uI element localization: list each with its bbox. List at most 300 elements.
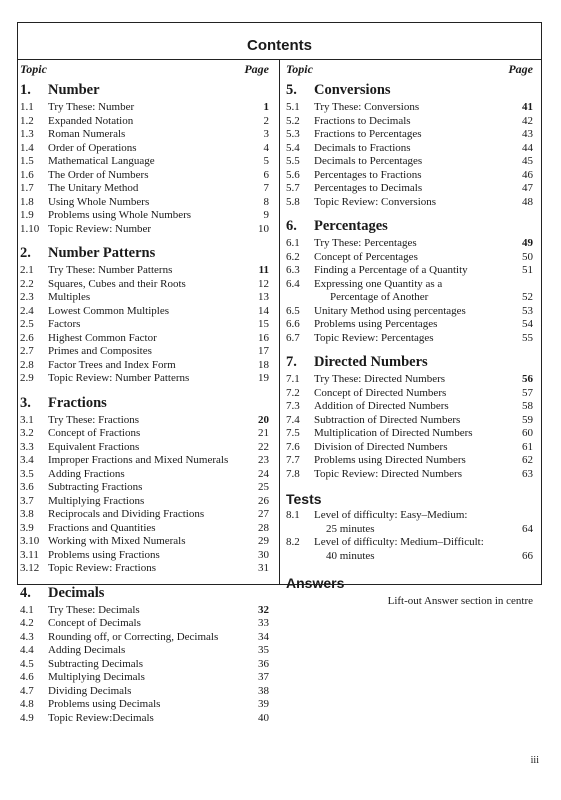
toc-entry (20, 264, 269, 278)
entry-title: Percentages to Fractions (314, 168, 422, 181)
toc-entry (286, 400, 533, 414)
entry-page: 54 (522, 318, 533, 330)
entry-number: 3.6 (20, 481, 34, 493)
entry-page: 19 (258, 372, 269, 384)
toc-entry (20, 223, 269, 237)
section-heading (20, 585, 269, 604)
answers-note (286, 595, 533, 609)
entry-title: Problems using Percentages (314, 318, 438, 330)
entry-number: 3.12 (20, 562, 40, 574)
entry-page: 10 (258, 222, 269, 235)
entry-page: 41 (522, 101, 533, 113)
entry-page: 23 (258, 454, 269, 466)
entry-number: 2.6 (20, 331, 34, 344)
entry-number: 1.8 (20, 195, 34, 208)
entry-number: 7.5 (286, 427, 300, 439)
column-divider (279, 60, 280, 585)
entry-page: 51 (522, 264, 533, 276)
entry-title: Reciprocals and Dividing Fractions (48, 508, 205, 520)
entry-title: Problems using Directed Numbers (314, 454, 466, 466)
toc-entry (20, 658, 269, 672)
section-number: 4. (20, 584, 31, 601)
entry-title: Fractions to Percentages (314, 128, 422, 140)
toc-entry (286, 550, 533, 564)
entry-number: 3.10 (20, 535, 40, 547)
entry-page: 6 (263, 168, 269, 181)
entry-title: Concept of Decimals (48, 617, 141, 629)
section-heading (286, 354, 533, 373)
entry-page: 39 (258, 698, 269, 710)
entry-page: 35 (258, 644, 269, 656)
entry-page: 21 (258, 427, 269, 439)
section-heading (20, 395, 269, 414)
entry-number: 8.1 (286, 509, 300, 521)
toc-entry (20, 685, 269, 699)
entry-page: 18 (258, 358, 269, 371)
right-column (286, 62, 533, 609)
toc-entry (20, 359, 269, 373)
section-number: 1. (20, 82, 31, 98)
entry-page: 61 (522, 440, 533, 453)
toc-entry (20, 169, 269, 183)
entry-title: Finding a Percentage of a Quantity (314, 264, 468, 276)
toc-entry (20, 332, 269, 346)
section-number: 2. (20, 245, 31, 261)
toc-entry (20, 549, 269, 563)
toc-entry (20, 278, 269, 292)
entry-page: 26 (258, 494, 269, 507)
entry-page: 11 (258, 264, 269, 276)
entry-number: 4.6 (20, 671, 34, 683)
entry-page: 46 (522, 168, 533, 181)
entry-title: Percentage of Another (330, 291, 429, 303)
entry-page: 62 (522, 454, 533, 466)
toc-entry (286, 101, 533, 115)
entry-page: 13 (258, 291, 269, 303)
toc-entry (286, 305, 533, 319)
entry-number: 5.4 (286, 141, 300, 154)
entry-page: 20 (258, 413, 269, 426)
entry-number: 4.4 (20, 644, 34, 656)
entry-page: 34 (258, 630, 269, 643)
entry-page: 53 (522, 304, 533, 317)
entry-page: 16 (258, 331, 269, 344)
toc-entry (20, 535, 269, 549)
entry-page: 37 (258, 671, 269, 683)
section-heading (286, 82, 533, 101)
right-header (286, 62, 533, 78)
answers-text: Lift-out Answer section in centre (387, 595, 533, 607)
entry-title: Factors (48, 318, 81, 330)
entry-title: Multiplying Decimals (48, 671, 145, 683)
entry-number: 5.2 (286, 114, 300, 127)
toc-entry (20, 128, 269, 142)
entry-title: Try These: Number (48, 101, 135, 113)
toc-entry (286, 509, 533, 523)
entry-title: Topic Review:Decimals (48, 711, 154, 724)
entry-number: 3.3 (20, 440, 34, 453)
entry-page: 17 (258, 345, 269, 357)
entry-title: Topic Review: Fractions (48, 562, 156, 574)
entry-page: 9 (263, 209, 269, 221)
entry-number: 5.5 (286, 155, 300, 167)
entry-title: Try These: Conversions (314, 101, 420, 113)
entry-number: 4.9 (20, 711, 34, 724)
toc-entry (20, 698, 269, 712)
entry-page: 24 (258, 467, 269, 480)
toc-entry (20, 318, 269, 332)
entry-page: 4 (263, 141, 269, 154)
entry-title: Multiplication of Directed Numbers (314, 427, 473, 439)
entry-number: 6.1 (286, 237, 300, 249)
entry-title: Division of Directed Numbers (314, 440, 448, 453)
entry-number: 2.1 (20, 264, 34, 276)
page-title: Contents (247, 37, 312, 54)
toc-entry (20, 604, 269, 618)
entry-page: 45 (522, 155, 533, 167)
entry-number: 1.10 (20, 222, 40, 235)
entry-title: Problems using Fractions (48, 548, 160, 561)
entry-title: Topic Review: Directed Numbers (314, 467, 462, 480)
toc-entry (286, 318, 533, 332)
toc-entry (286, 468, 533, 482)
entry-title: Problems using Decimals (48, 698, 161, 710)
entry-number: 3.8 (20, 508, 34, 520)
entry-number: 5.1 (286, 101, 300, 113)
entry-page: 63 (522, 467, 533, 480)
section-name: Decimals (48, 584, 105, 601)
toc-entry (20, 481, 269, 495)
topic-heading: Topic (286, 62, 313, 76)
section-heading (20, 82, 269, 101)
entry-page: 40 (258, 711, 269, 724)
entry-title: Squares, Cubes and their Roots (48, 277, 186, 290)
entry-number: 4.3 (20, 630, 34, 643)
entry-page: 52 (522, 291, 533, 303)
entry-number: 7.7 (286, 454, 300, 466)
entry-title: Try These: Fractions (48, 413, 140, 426)
entry-number: 3.7 (20, 494, 34, 507)
entry-title: Adding Fractions (48, 467, 125, 480)
entry-page: 8 (263, 195, 269, 208)
section-name: Fractions (48, 394, 107, 411)
entry-title: Try These: Number Patterns (48, 264, 173, 276)
entry-title: Multiplying Fractions (48, 494, 145, 507)
entry-page: 49 (522, 237, 533, 249)
entry-title: Decimals to Percentages (314, 155, 423, 167)
entry-title: 40 minutes (326, 549, 375, 562)
toc-entry (20, 101, 269, 115)
entry-title: The Order of Numbers (48, 168, 149, 181)
entry-page: 48 (522, 195, 533, 208)
toc-entry (286, 142, 533, 156)
entry-number: 7.8 (286, 467, 300, 480)
entry-title: Subtraction of Directed Numbers (314, 413, 461, 426)
entry-page: 58 (522, 400, 533, 412)
entry-number: 3.9 (20, 521, 34, 534)
entry-title: Try These: Percentages (314, 237, 417, 249)
entry-number: 6.3 (286, 264, 300, 276)
entry-number: 6.2 (286, 250, 300, 263)
entry-number: 5.7 (286, 182, 300, 194)
entry-number: 4.7 (20, 684, 34, 697)
entry-number: 1.7 (20, 182, 34, 194)
toc-entry (286, 128, 533, 142)
toc-entry (20, 142, 269, 156)
left-header (20, 62, 269, 78)
left-column (20, 62, 269, 725)
toc-entry (20, 454, 269, 468)
entry-title: Topic Review: Conversions (314, 195, 437, 208)
entry-number: 2.2 (20, 277, 34, 290)
toc-entry (286, 155, 533, 169)
entry-page: 27 (258, 508, 269, 520)
entry-number: 1.9 (20, 209, 34, 221)
entry-number: 2.4 (20, 304, 34, 317)
entry-number: 1.3 (20, 128, 34, 140)
entry-number: 6.6 (286, 318, 300, 330)
entry-page: 15 (258, 318, 269, 330)
toc-entry (20, 631, 269, 645)
toc-entry (286, 264, 533, 278)
toc-entry (286, 441, 533, 455)
toc-entry (286, 332, 533, 346)
entry-page: 5 (263, 155, 269, 167)
toc-entry (20, 712, 269, 726)
toc-entry (286, 523, 533, 537)
toc-entry (20, 345, 269, 359)
entry-title: Lowest Common Multiples (48, 304, 169, 317)
entry-page: 42 (522, 114, 533, 127)
entry-page: 14 (258, 304, 269, 317)
page-number: iii (530, 755, 539, 766)
toc-entry (20, 671, 269, 685)
entry-number: 1.1 (20, 101, 34, 113)
toc-entry (20, 115, 269, 129)
entry-title: Subtracting Decimals (48, 657, 144, 670)
entry-title: Level of difficulty: Easy–Medium: (314, 509, 468, 521)
entry-page: 30 (258, 548, 269, 561)
entry-number: 7.4 (286, 413, 300, 426)
section-name: Directed Numbers (314, 354, 428, 370)
toc-entry (20, 508, 269, 522)
toc-entry (286, 387, 533, 401)
entry-title: Factor Trees and Index Form (48, 358, 176, 371)
toc-entry (286, 115, 533, 129)
section-number: 5. (286, 82, 297, 98)
toc-entry (20, 644, 269, 658)
toc-entry (20, 305, 269, 319)
entry-title: Adding Decimals (48, 644, 126, 656)
toc-entry (20, 522, 269, 536)
entry-number: 2.8 (20, 358, 34, 371)
toc-entry (20, 209, 269, 223)
entry-page: 25 (258, 481, 269, 493)
entry-page: 3 (263, 128, 269, 140)
tests-heading: Tests (286, 491, 322, 507)
entry-number: 8.2 (286, 536, 300, 548)
entry-page: 43 (522, 128, 533, 140)
entry-number: 4.8 (20, 698, 34, 710)
entry-page: 56 (522, 373, 533, 385)
section-name: Number Patterns (48, 245, 156, 261)
toc-entry (286, 454, 533, 468)
toc-entry (20, 372, 269, 386)
entry-page: 29 (258, 535, 269, 547)
entry-number: 1.6 (20, 168, 34, 181)
entry-number: 6.5 (286, 304, 300, 317)
entry-title: Expanded Notation (48, 114, 134, 127)
entry-page: 66 (522, 549, 533, 562)
toc-entry (286, 373, 533, 387)
entry-number: 2.5 (20, 318, 34, 330)
entry-number: 6.4 (286, 277, 300, 290)
entry-number: 4.5 (20, 657, 34, 670)
toc-entry (286, 169, 533, 183)
entry-page: 55 (522, 331, 533, 344)
entry-number: 5.6 (286, 168, 300, 181)
entry-number: 4.2 (20, 617, 34, 629)
entry-title: Unitary Method using percentages (314, 304, 466, 317)
section-heading (20, 245, 269, 264)
page-heading: Page (508, 62, 533, 76)
toc-entry (20, 468, 269, 482)
entry-title: Using Whole Numbers (48, 195, 150, 208)
entry-title: Percentages to Decimals (314, 182, 423, 194)
toc-entry (20, 196, 269, 210)
entry-page: 32 (258, 603, 269, 616)
entry-title: Decimals to Fractions (314, 141, 411, 154)
entry-title: Multiples (48, 291, 91, 303)
entry-page: 7 (263, 182, 269, 194)
entry-number: 2.3 (20, 291, 34, 303)
section-name: Percentages (314, 218, 388, 234)
entry-title: Highest Common Factor (48, 331, 157, 344)
entry-page: 50 (522, 250, 533, 263)
section-heading (286, 218, 533, 237)
toc-entry (286, 278, 533, 292)
entry-number: 7.2 (286, 386, 300, 399)
section-name: Number (48, 82, 100, 98)
entry-number: 7.3 (286, 400, 300, 412)
toc-entry (286, 251, 533, 265)
toc-entry (286, 427, 533, 441)
entry-title: Working with Mixed Numerals (48, 535, 186, 547)
entry-title: Roman Numerals (48, 128, 126, 140)
entry-number: 6.7 (286, 331, 300, 344)
entry-number: 5.8 (286, 195, 300, 208)
entry-number: 3.5 (20, 467, 34, 480)
entry-page: 22 (258, 440, 269, 453)
entry-number: 3.1 (20, 413, 34, 426)
entry-title: Problems using Whole Numbers (48, 209, 192, 221)
toc-entry (20, 562, 269, 576)
toc-entry (286, 291, 533, 305)
page-heading: Page (244, 62, 269, 76)
entry-page: 64 (522, 522, 533, 535)
entry-title: Concept of Percentages (314, 250, 418, 263)
entry-page: 2 (263, 114, 269, 127)
entry-title: Equivalent Fractions (48, 440, 140, 453)
toc-entry (286, 237, 533, 251)
entry-number: 2.9 (20, 372, 34, 384)
entry-title: Level of difficulty: Medium–Difficult: (314, 536, 484, 548)
topic-heading: Topic (20, 62, 47, 76)
entry-title: Expressing one Quantity as a (314, 277, 443, 290)
entry-page: 12 (258, 277, 269, 290)
toc-entry (286, 196, 533, 210)
section-name: Conversions (314, 82, 391, 98)
entry-page: 47 (522, 182, 533, 194)
section-number: 7. (286, 354, 297, 370)
entry-title: Try These: Directed Numbers (314, 373, 446, 385)
entry-title: Rounding off, or Correcting, Decimals (48, 630, 219, 643)
toc-entry (286, 182, 533, 196)
toc-entry (20, 495, 269, 509)
entry-title: Addition of Directed Numbers (314, 400, 449, 412)
toc-entry (20, 291, 269, 305)
entry-number: 1.2 (20, 114, 34, 127)
entry-number: 3.11 (20, 548, 39, 561)
toc-entry (286, 536, 533, 550)
entry-title: Dividing Decimals (48, 684, 132, 697)
entry-title: Try These: Decimals (48, 603, 140, 616)
entry-number: 3.4 (20, 454, 34, 466)
toc-entry (20, 441, 269, 455)
toc-entry (20, 414, 269, 428)
entry-title: Topic Review: Number (48, 222, 152, 235)
entry-title: Subtracting Fractions (48, 481, 143, 493)
entry-page: 31 (258, 562, 269, 574)
entry-page: 28 (258, 521, 269, 534)
entry-title: Primes and Composites (48, 345, 152, 357)
entry-title: The Unitary Method (48, 182, 139, 194)
entry-page: 57 (522, 386, 533, 399)
entry-title: Fractions and Quantities (48, 521, 156, 534)
entry-title: Improper Fractions and Mixed Numerals (48, 454, 229, 466)
entry-title: Order of Operations (48, 141, 137, 154)
entry-title: Mathematical Language (48, 155, 155, 167)
entry-page: 44 (522, 141, 533, 154)
answers-heading: Answers (286, 575, 345, 591)
entry-page: 33 (258, 617, 269, 629)
toc-entry (20, 182, 269, 196)
entry-page: 36 (258, 657, 269, 670)
entry-page: 59 (522, 413, 533, 426)
entry-title: Concept of Directed Numbers (314, 386, 447, 399)
toc-entry (20, 155, 269, 169)
entry-title: Topic Review: Percentages (314, 331, 434, 344)
entry-number: 4.1 (20, 603, 34, 616)
toc-entry (20, 617, 269, 631)
entry-title: Topic Review: Number Patterns (48, 372, 190, 384)
entry-page: 60 (522, 427, 533, 439)
entry-title: Concept of Fractions (48, 427, 141, 439)
entry-title: Fractions to Decimals (314, 114, 411, 127)
section-number: 6. (286, 218, 297, 234)
entry-number: 7.6 (286, 440, 300, 453)
entry-number: 2.7 (20, 345, 34, 357)
entry-number: 5.3 (286, 128, 300, 140)
entry-page: 38 (258, 684, 269, 697)
toc-entry (20, 427, 269, 441)
section-number: 3. (20, 394, 31, 411)
entry-number: 1.5 (20, 155, 34, 167)
entry-number: 1.4 (20, 141, 34, 154)
entry-number: 3.2 (20, 427, 34, 439)
entry-number: 7.1 (286, 373, 300, 385)
entry-page: 1 (263, 101, 269, 113)
